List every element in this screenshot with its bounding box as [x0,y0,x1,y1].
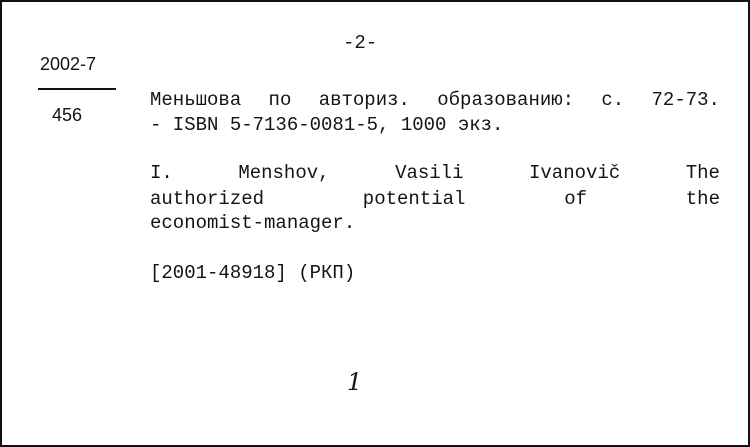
word: 72-73. [651,89,720,111]
word: The [685,162,720,184]
translated-title-line-2 [150,188,720,210]
word: Ivanovič [529,162,621,184]
word: по [268,89,292,111]
page-number: -2- [343,32,378,54]
handwritten-mark: 1 [347,368,363,396]
record-number-line: [2001-48918] (РКП) [150,262,356,284]
word: potential [362,188,466,210]
word: Vasili [395,162,464,184]
call-number-top: 2002-7 [40,54,97,74]
word: authorized [150,188,265,210]
isbn-line: - ISBN 5-7136-0081-5, 1000 экз. [150,114,504,136]
word: авториз. [318,89,410,111]
call-number-divider [38,88,116,90]
word: с. [601,89,625,111]
word: Menshov, [238,162,330,184]
word: образованию: [437,89,575,111]
translated-title-line-1 [150,162,720,184]
call-number-bottom: 456 [52,105,83,125]
word: I. [150,162,173,184]
translated-title-line-3: economist-manager. [150,212,356,234]
word: of [564,188,587,210]
word: Меньшова [150,89,242,111]
publisher-line [150,89,720,111]
word: the [685,188,720,210]
